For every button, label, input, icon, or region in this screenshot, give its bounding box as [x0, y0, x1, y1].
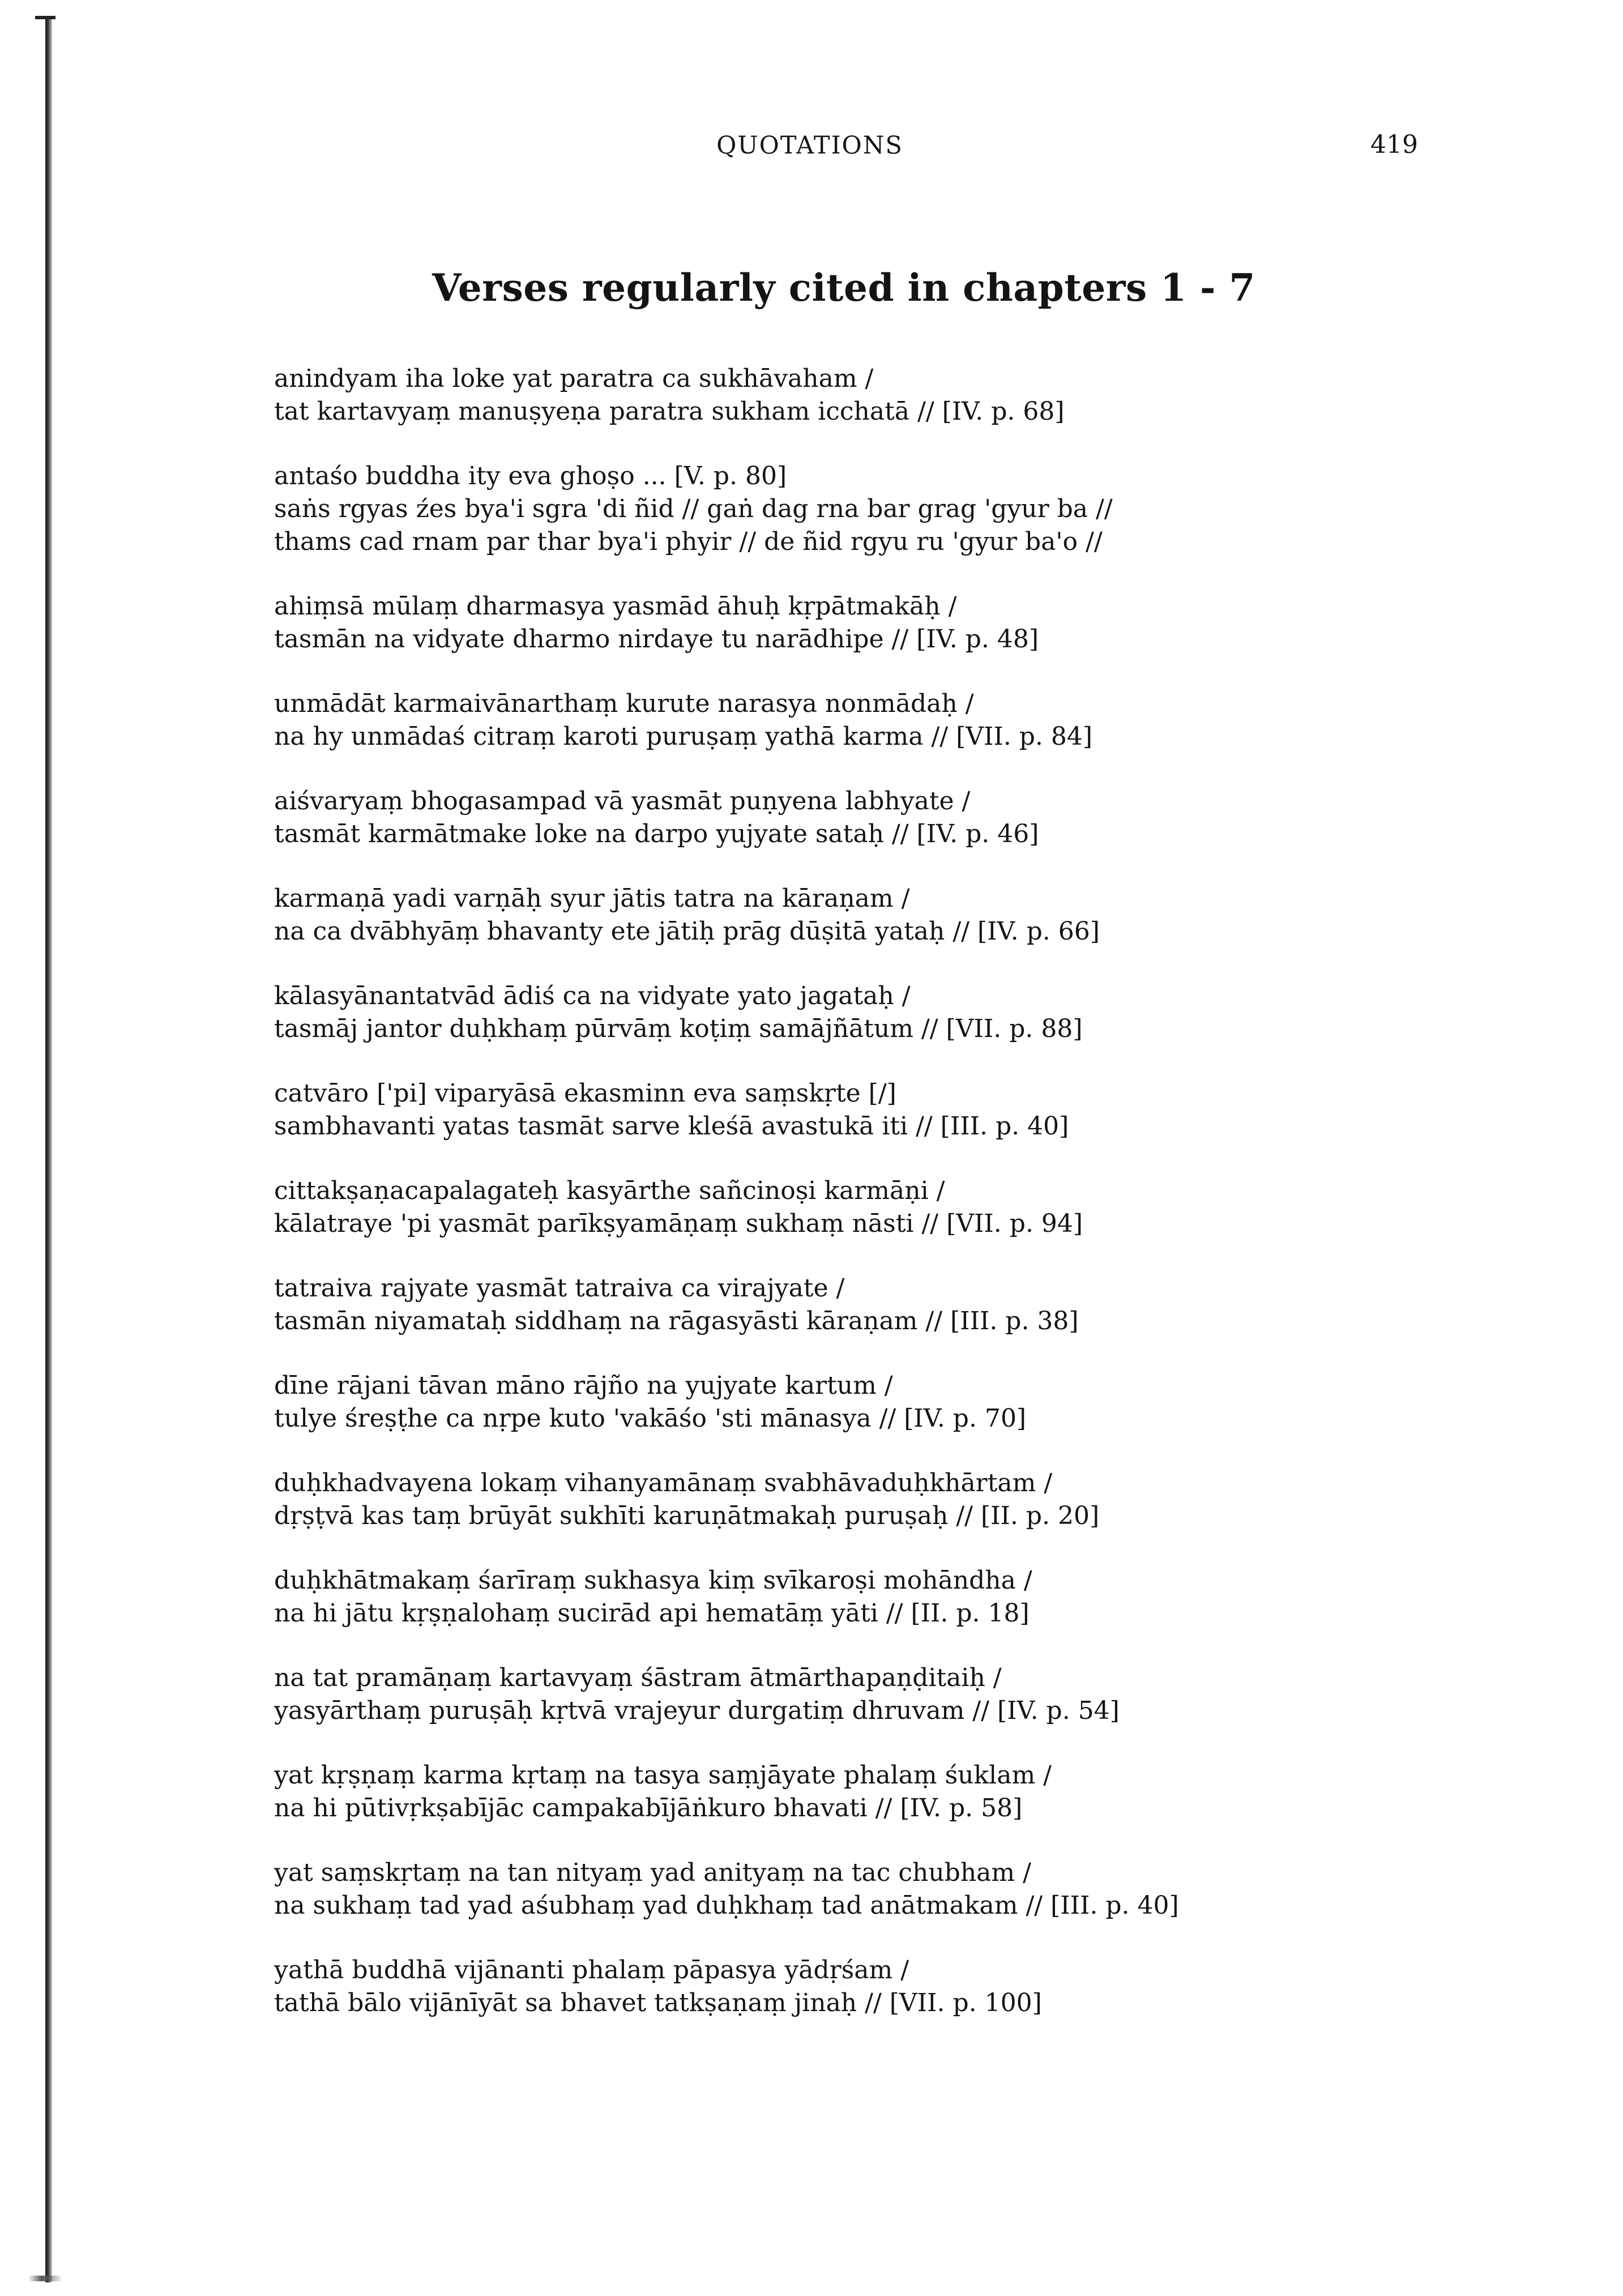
verse-line: na hi jātu kṛṣṇalohaṃ sucirād api hematāṃ yāti // [II. p. 18] — [274, 1599, 1030, 1628]
verse-entry — [274, 362, 1577, 428]
binding-mark-bottom — [28, 2276, 62, 2281]
verse-entry — [274, 460, 1577, 558]
verse-entry — [274, 590, 1577, 656]
verse-entry — [274, 1175, 1577, 1240]
verse-line: na tat pramāṇaṃ kartavyaṃ śāstram ātmārthapaṇḍitaiḥ / — [274, 1663, 1002, 1692]
verse-entry — [274, 1954, 1577, 2020]
verse-line: thams cad rnam par thar bya'i phyir // de ñid rgyu ru 'gyur ba'o // — [274, 527, 1103, 556]
verse-entry — [274, 785, 1577, 851]
verse-entry — [274, 980, 1577, 1045]
verse-line: tatraiva rajyate yasmāt tatraiva ca virajyate / — [274, 1274, 845, 1303]
verse-entry — [274, 1662, 1577, 1727]
verse-line: na hi pūtivṛkṣabījāc campakabījāṅkuro bhavati // [IV. p. 58] — [274, 1794, 1023, 1823]
verse-line: catvāro ['pi] viparyāsā ekasminn eva saṃskṛte [/] — [274, 1079, 896, 1108]
verse-line: saṅs rgyas źes bya'i sgra 'di ñid // gaṅ dag rna bar grag 'gyur ba // — [274, 494, 1113, 523]
verse-entry — [274, 1857, 1577, 1922]
binding-edge — [45, 17, 52, 2282]
binding-mark-top — [35, 16, 55, 19]
verse-line: aiśvaryaṃ bhogasampad vā yasmāt puṇyena labhyate / — [274, 787, 971, 816]
verse-line: na ca dvābhyāṃ bhavanty ete jātiḥ prāg dūṣitā yataḥ // [IV. p. 66] — [274, 917, 1100, 946]
verse-entry — [274, 1564, 1577, 1630]
verse-entry — [274, 1077, 1577, 1143]
verse-line: tasmāt karmātmake loke na darpo yujyate sataḥ // [IV. p. 46] — [274, 820, 1039, 848]
verse-entry — [274, 1759, 1577, 1825]
verse-entry — [274, 688, 1577, 753]
verse-line: tulye śreṣṭhe ca nṛpe kuto 'vakāśo 'sti mānasya // [IV. p. 70] — [274, 1404, 1027, 1433]
verse-line: yathā buddhā vijānanti phalaṃ pāpasya yādṛśam / — [274, 1956, 909, 1985]
verse-entry — [274, 1369, 1577, 1435]
verse-line: karmaṇā yadi varṇāḥ syur jātis tatra na kāraṇam / — [274, 884, 910, 913]
verse-line: duḥkhātmakaṃ śarīraṃ sukhasya kiṃ svīkaroṣi mohāndha / — [274, 1566, 1032, 1595]
verse-line: tasmān niyamataḥ siddhaṃ na rāgasyāsti kāraṇam // [III. p. 38] — [274, 1307, 1079, 1335]
verse-line: antaśo buddha ity eva ghoṣo ... [V. p. 80] — [274, 462, 787, 490]
verse-line: dṛṣṭvā kas taṃ brūyāt sukhīti karuṇātmakaḥ puruṣaḥ // [II. p. 20] — [274, 1501, 1100, 1530]
verse-line: tat kartavyaṃ manuṣyeṇa paratra sukham icchatā // [IV. p. 68] — [274, 397, 1065, 426]
running-head: QUOTATIONS — [716, 131, 903, 160]
verse-line: cittakṣaṇacapalagateḥ kasyārthe sañcinoṣi karmāṇi / — [274, 1176, 945, 1205]
verse-line: na sukhaṃ tad yad aśubhaṃ yad duḥkhaṃ tad anātmakam // [III. p. 40] — [274, 1891, 1179, 1920]
verse-line: sambhavanti yatas tasmāt sarve kleśā avastukā iti // [III. p. 40] — [274, 1112, 1069, 1141]
verse-line: yat saṃskṛtaṃ na tan nityaṃ yad anityaṃ na tac chubham / — [274, 1858, 1031, 1887]
verse-line: ahiṃsā mūlaṃ dharmasya yasmād āhuḥ kṛpātmakāḥ / — [274, 592, 957, 621]
verse-line: unmādāt karmaivānarthaṃ kurute narasya nonmādaḥ / — [274, 689, 974, 718]
verse-entry — [274, 1467, 1577, 1533]
verse-list — [274, 362, 1577, 2051]
section-title: Verses regularly cited in chapters 1 - 7 — [432, 266, 1255, 310]
verse-line: tasmān na vidyate dharmo nirdaye tu narādhipe // [IV. p. 48] — [274, 625, 1039, 654]
verse-line: na hy unmādaś citraṃ karoti puruṣaṃ yathā karma // [VII. p. 84] — [274, 722, 1093, 751]
verse-line: yat kṛṣṇaṃ karma kṛtaṃ na tasya saṃjāyate phalaṃ śuklam / — [274, 1761, 1052, 1790]
page-number: 419 — [1370, 130, 1418, 159]
verse-line: anindyam iha loke yat paratra ca sukhāvaham / — [274, 364, 874, 393]
verse-line: yasyārthaṃ puruṣāḥ kṛtvā vrajeyur durgatiṃ dhruvam // [IV. p. 54] — [274, 1696, 1120, 1725]
verse-line: duḥkhadvayena lokaṃ vihanyamānaṃ svabhāvaduḥkhārtam / — [274, 1469, 1053, 1497]
verse-line: kālatraye 'pi yasmāt parīkṣyamāṇaṃ sukhaṃ nāsti // [VII. p. 94] — [274, 1209, 1083, 1238]
verse-entry — [274, 882, 1577, 948]
verse-line: tasmāj jantor duḥkhaṃ pūrvāṃ koṭiṃ samājñātum // [VII. p. 88] — [274, 1014, 1083, 1043]
verse-line: dīne rājani tāvan māno rājño na yujyate kartum / — [274, 1371, 893, 1400]
verse-entry — [274, 1272, 1577, 1338]
verse-line: kālasyānantatvād ādiś ca na vidyate yato jagataḥ / — [274, 981, 911, 1010]
verse-line: tathā bālo vijānīyāt sa bhavet tatkṣaṇaṃ jinaḥ // [VII. p. 100] — [274, 1988, 1042, 2017]
